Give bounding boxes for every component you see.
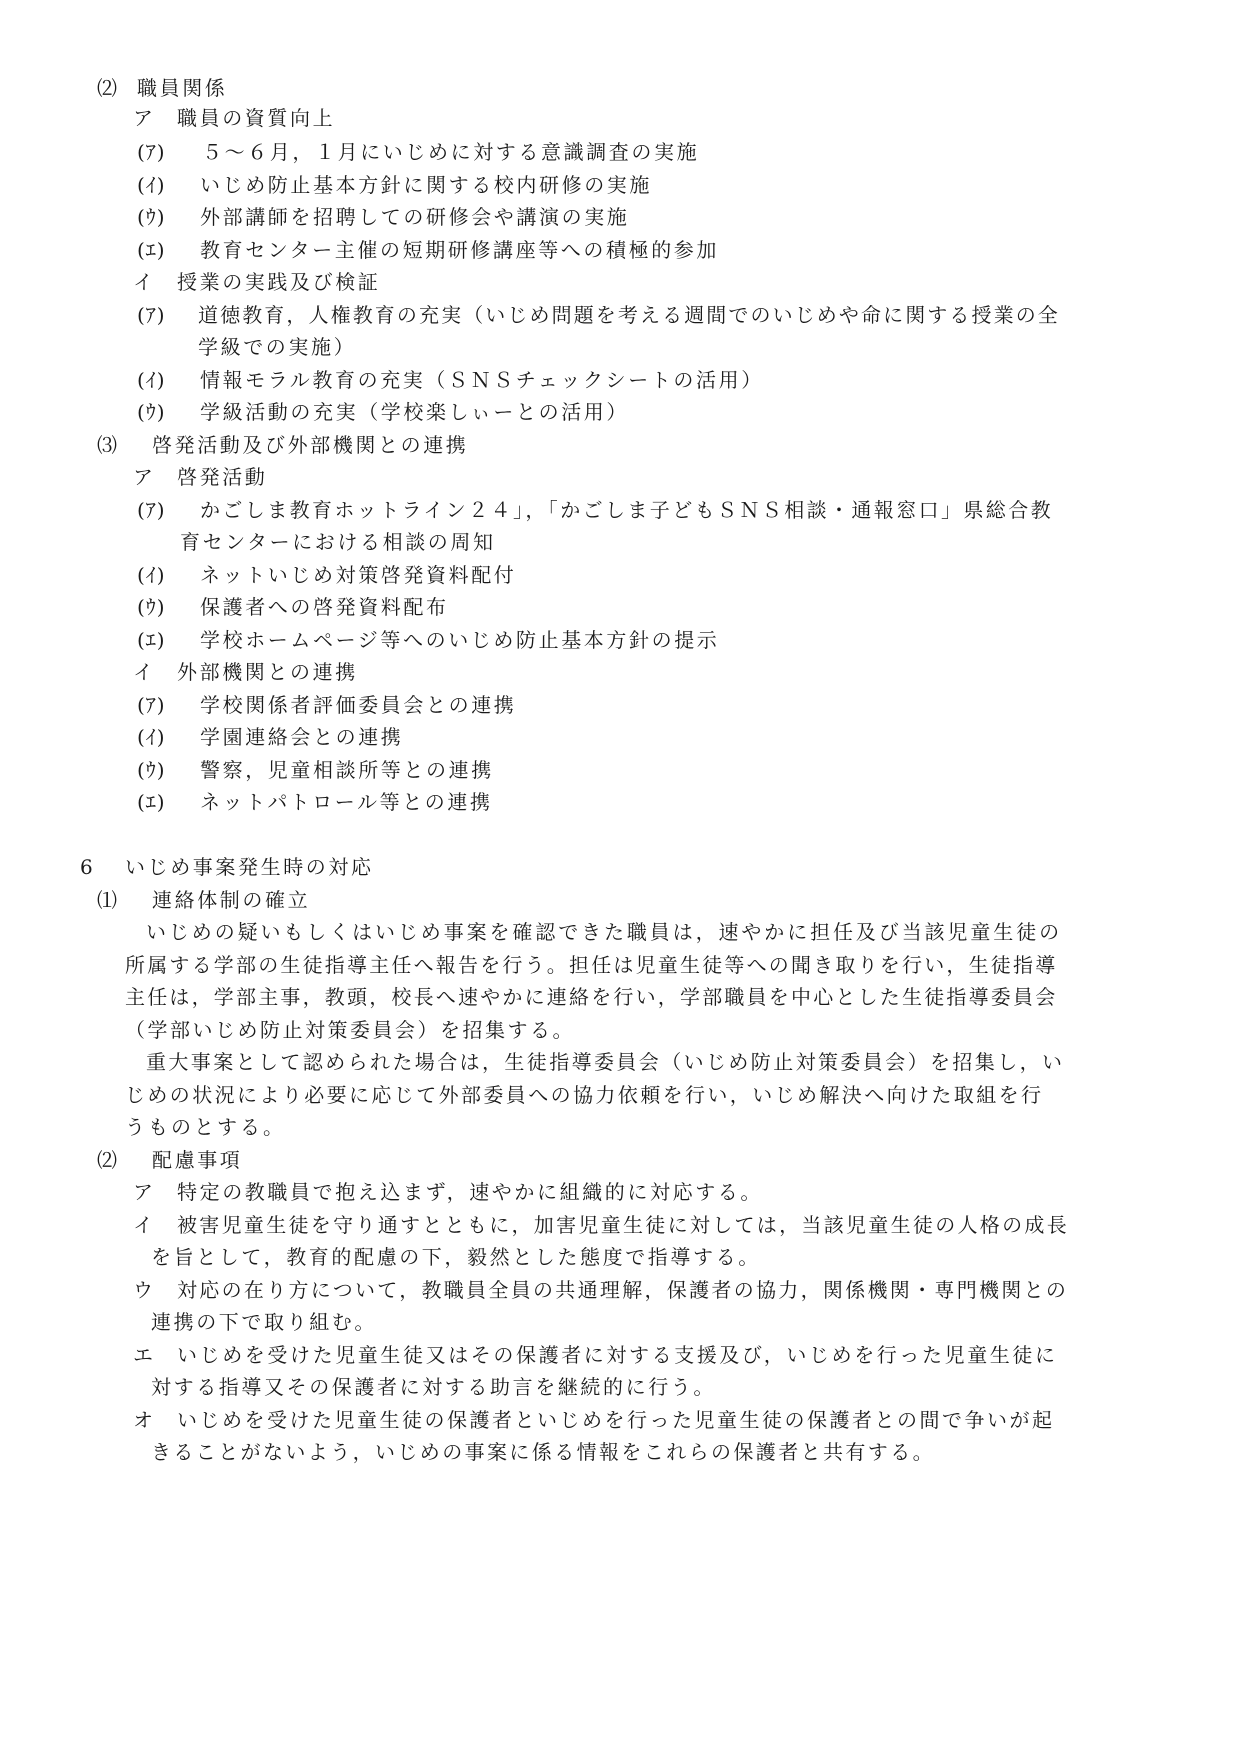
item-i-marker: イ: [133, 1213, 154, 1237]
item-marker: (ｲ): [137, 563, 166, 587]
list-item: 学園連絡会との連携: [200, 725, 404, 749]
list-item-line: 学級での実施）: [198, 335, 357, 359]
item-marker: (ｱ): [137, 498, 166, 522]
list-item: いじめ防止基本方針に関する校内研修の実施: [200, 173, 652, 197]
item-marker: (ｴ): [137, 628, 166, 652]
list-item-line: を旨として，教育的配慮の下，毅然とした態度で指導する。: [151, 1245, 761, 1269]
item-a-marker: ア: [133, 1180, 154, 1204]
subsection-a-marker: ア: [133, 106, 154, 130]
list-item: 保護者への啓発資料配布: [200, 595, 449, 619]
list-item: 特定の教職員で抱え込まず，速やかに組織的に対応する。: [177, 1180, 763, 1204]
section-6-title: いじめ事案発生時の対応: [125, 855, 374, 879]
list-item: 外部講師を招聘しての研修会や講演の実施: [200, 205, 630, 229]
section-3-marker: ⑶: [97, 433, 118, 457]
list-item-line: 連携の下で取り組む。: [151, 1310, 377, 1334]
subsection-1-heading: 連絡体制の確立: [152, 888, 311, 912]
list-item-line: きることがないよう，いじめの事案に係る情報をこれらの保護者と共有する。: [151, 1440, 935, 1464]
item-marker: (ｲ): [137, 368, 166, 392]
subsection-a-title: 啓発活動: [177, 465, 268, 489]
list-item: 警察，児童相談所等との連携: [200, 758, 494, 782]
subsection-a-title: 職員の資質向上: [177, 106, 336, 130]
subsection-i-marker: イ: [133, 660, 154, 684]
item-marker: (ｱ): [137, 140, 166, 164]
list-item: 学級活動の充実（学校楽しぃーとの活用）: [200, 400, 629, 424]
subsection-2-marker: ⑵: [97, 1148, 118, 1172]
list-item-line: 対応の在り方について，教職員全員の共通理解，保護者の協力，関係機関・専門機関との: [177, 1278, 1069, 1302]
section-2-marker: ⑵: [97, 76, 118, 100]
item-marker: (ｱ): [137, 693, 166, 717]
list-item-line: 被害児童生徒を守り通すとともに，加害児童生徒に対しては，当該児童生徒の人格の成長: [177, 1213, 1069, 1237]
list-item-line: 対する指導又その保護者に対する助言を継続的に行う。: [151, 1375, 716, 1399]
subsection-i-title: 外部機関との連携: [177, 660, 358, 684]
paragraph-line: うものとする。: [125, 1115, 286, 1139]
item-e-marker: エ: [133, 1343, 154, 1367]
paragraph-line: 主任は，学部主事，教頭，校長へ速やかに連絡を行い，学部職員を中心とした生徒指導委員会: [125, 985, 1058, 1009]
item-marker: (ｴ): [137, 790, 166, 814]
item-u-marker: ウ: [133, 1278, 154, 1302]
item-marker: (ｳ): [137, 595, 166, 619]
list-item-line: いじめを受けた児童生徒の保護者といじめを行った児童生徒の保護者との間で争いが起: [177, 1408, 1055, 1432]
subsection-2-heading: 配慮事項: [152, 1148, 243, 1172]
item-marker: (ｴ): [137, 238, 166, 262]
list-item: ネットパトロール等との連携: [200, 790, 493, 814]
list-item: ネットいじめ対策啓発資料配付: [200, 563, 517, 587]
item-o-marker: オ: [133, 1408, 154, 1432]
paragraph-line: いじめの疑いもしくはいじめ事案を確認できた職員は，速やかに担任及び当該児童生徒の: [146, 920, 1062, 944]
item-marker: (ｲ): [137, 173, 166, 197]
subsection-i-title: 授業の実践及び検証: [177, 270, 381, 294]
item-marker: (ｳ): [137, 400, 166, 424]
list-item: 学校関係者評価委員会との連携: [200, 693, 517, 717]
subsection-a-marker: ア: [133, 465, 154, 489]
paragraph-line: 所属する学部の生徒指導主任へ報告を行う。担任は児童生徒等への聞き取りを行い，生徒指導: [125, 953, 1058, 977]
list-item: ５～６月，１月にいじめに対する意識調査の実施: [202, 140, 700, 164]
list-item-line: かごしま教育ホットライン２４」，「かごしま子どもＳＮＳ相談・通報窓口」県総合教: [200, 498, 1053, 522]
section-3-heading: 啓発活動及び外部機関との連携: [152, 433, 469, 457]
list-item: 教育センター主催の短期研修講座等への積極的参加: [200, 238, 719, 262]
subsection-i-marker: イ: [133, 270, 154, 294]
paragraph-line: じめの状況により必要に応じて外部委員への協力依頼を行い，いじめ解決へ向けた取組を行: [125, 1083, 1044, 1107]
item-marker: (ｳ): [137, 205, 166, 229]
list-item: 学校ホームページ等へのいじめ防止基本方針の提示: [200, 628, 720, 652]
section-2-heading: 職員関係: [137, 76, 228, 100]
paragraph-line: （学部いじめ防止対策委員会）を招集する。: [125, 1018, 575, 1042]
list-item-line: 道徳教育，人権教育の充実（いじめ問題を考える週間でのいじめや命に関する授業の全: [198, 303, 1060, 327]
list-item: 情報モラル教育の充実（ＳＮＳチェックシートの活用）: [200, 368, 764, 392]
item-marker: (ｱ): [137, 303, 166, 327]
paragraph-line: 重大事案として認められた場合は，生徒指導委員会（いじめ防止対策委員会）を招集し，い: [146, 1050, 1065, 1074]
item-marker: (ｲ): [137, 725, 166, 749]
section-6-number: 6: [80, 855, 94, 879]
subsection-1-marker: ⑴: [97, 888, 118, 912]
list-item-line: 育センターにおける相談の周知: [180, 530, 496, 554]
item-marker: (ｳ): [137, 758, 166, 782]
list-item-line: いじめを受けた児童生徒又はその保護者に対する支援及び，いじめを行った児童生徒に: [177, 1343, 1058, 1367]
